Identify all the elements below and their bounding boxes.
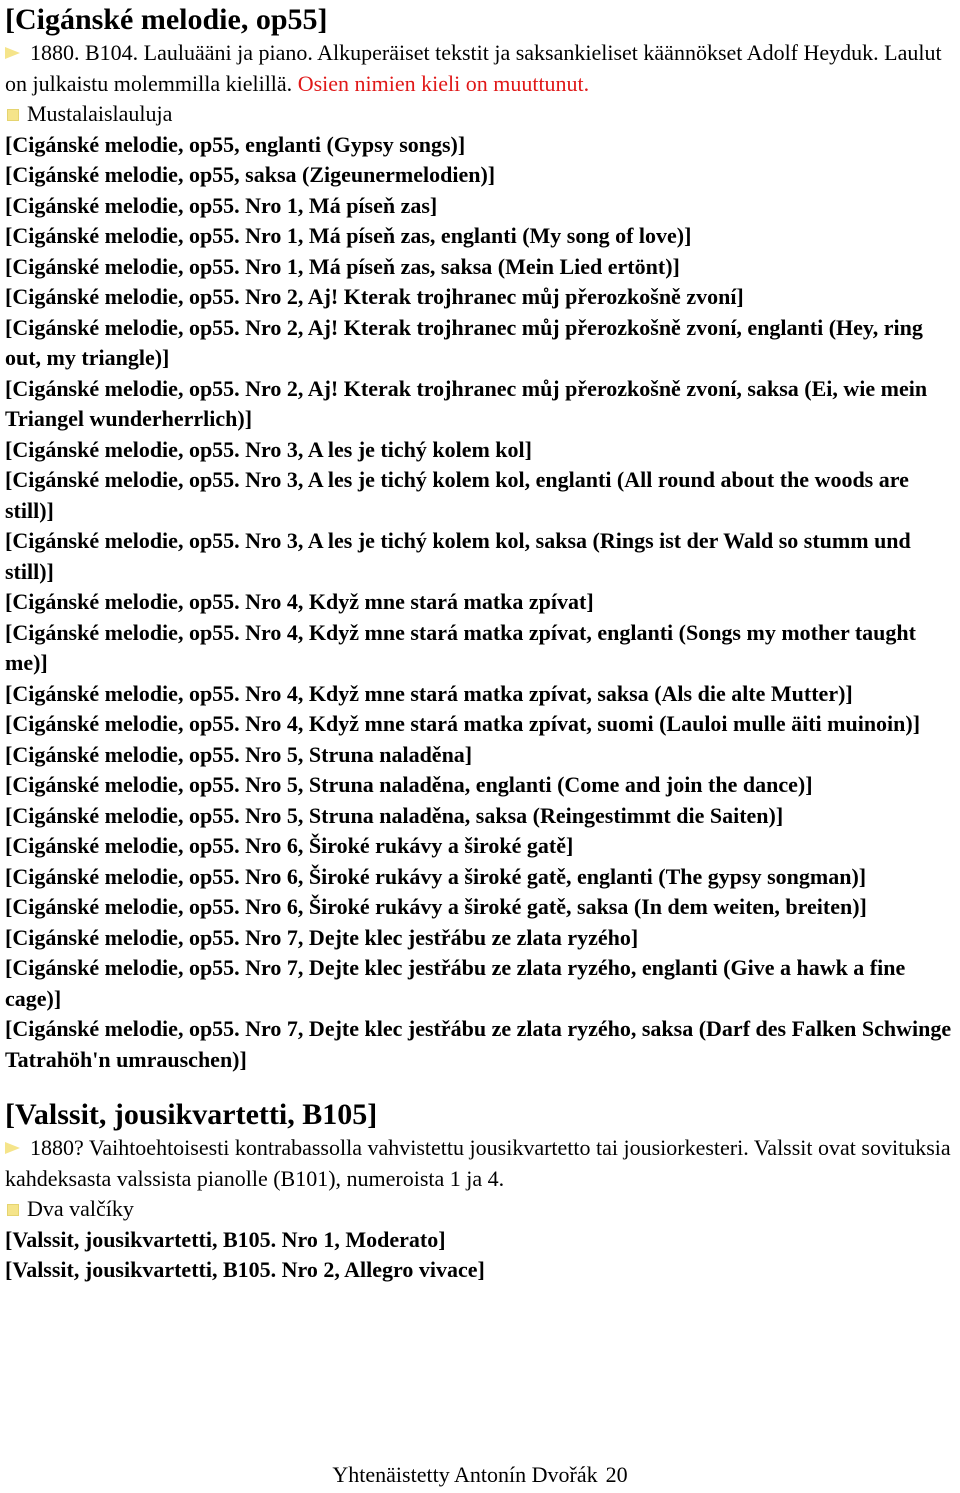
list-item: [Cigánské melodie, op55, saksa (Zigeunermelodien)] bbox=[5, 162, 496, 187]
list-item: [Cigánské melodie, op55. Nro 7, Dejte klec jestřábu ze zlata ryzého] bbox=[5, 924, 639, 950]
page-footer bbox=[0, 1460, 960, 1490]
group-label bbox=[5, 1194, 958, 1225]
list-item: [Valssit, jousikvartetti, B105. Nro 2, Allegro vivace] bbox=[5, 1257, 485, 1282]
list-item: [Cigánské melodie, op55. Nro 3, A les je tichý kolem kol, englanti (All round about the woods are still)] bbox=[5, 467, 909, 523]
group-label bbox=[5, 99, 958, 130]
list-item: [Valssit, jousikvartetti, B105. Nro 1, Moderato] bbox=[5, 1226, 446, 1252]
note-text: 1880. B104. Lauluääni ja piano. Alkuperäiset tekstit ja saksankieliset käännökset Adolf Heyduk. Laulut on julkaistu molemmilla kielillä. bbox=[5, 40, 942, 96]
section-note bbox=[5, 1133, 958, 1194]
list-item: [Cigánské melodie, op55. Nro 6, Široké rukávy a široké gatě] bbox=[5, 833, 574, 858]
item-list bbox=[5, 1225, 958, 1286]
list-item: [Cigánské melodie, op55. Nro 3, A les je tichý kolem kol, saksa (Rings ist der Wald so stumm und still)] bbox=[5, 528, 911, 584]
section-note bbox=[5, 38, 958, 99]
list-item: [Cigánské melodie, op55. Nro 5, Struna naladěna, englanti (Come and join the dance)] bbox=[5, 772, 813, 797]
list-item: [Cigánské melodie, op55. Nro 7, Dejte klec jestřábu ze zlata ryzého, saksa (Darf des Falken Schwinge Tatrahöh'n umrauschen)] bbox=[5, 1016, 952, 1072]
square-bullet-icon bbox=[7, 1204, 19, 1216]
list-item: [Cigánské melodie, op55. Nro 4, Když mne stará matka zpívat, saksa (Als die alte Mutter)] bbox=[5, 680, 853, 706]
item-list bbox=[5, 130, 958, 1076]
list-item: [Cigánské melodie, op55. Nro 2, Aj! Kterak trojhranec můj přerozkošně zvoní, englanti (Hey, ring out, my triangle)] bbox=[5, 314, 923, 370]
list-item: [Cigánské melodie, op55. Nro 4, Když mne stará matka zpívat, englanti (Songs my mother taught me)] bbox=[5, 619, 916, 675]
list-item: [Cigánské melodie, op55, englanti (Gypsy songs)] bbox=[5, 131, 466, 157]
document-page bbox=[5, 0, 958, 1286]
list-item: [Cigánské melodie, op55. Nro 6, Široké rukávy a široké gatě, saksa (In dem weiten, breiten)] bbox=[5, 894, 867, 919]
list-item: [Cigánské melodie, op55. Nro 1, Má píseň zas, saksa (Mein Lied ertönt)] bbox=[5, 253, 680, 279]
section-title-cigánské-melodie: [Cigánské melodie, op55] bbox=[5, 3, 328, 36]
list-item: [Cigánské melodie, op55. Nro 4, Když mne stará matka zpívat] bbox=[5, 589, 594, 614]
list-item: [Cigánské melodie, op55. Nro 2, Aj! Kterak trojhranec můj přerozkošně zvoní] bbox=[5, 284, 744, 309]
list-item: [Cigánské melodie, op55. Nro 3, A les je tichý kolem kol] bbox=[5, 436, 532, 462]
list-item: [Cigánské melodie, op55. Nro 1, Má píseň zas] bbox=[5, 192, 438, 218]
note-red-text: Osien nimien kieli on muuttunut. bbox=[297, 70, 590, 96]
square-bullet-icon bbox=[7, 109, 19, 121]
page-number: 20 bbox=[605, 1462, 628, 1487]
note-text: 1880? Vaihtoehtoisesti kontrabassolla vahvistettu jousikvartetto tai jousiorkesteri. Valssit ovat sovituksia kahdeksasta valssista pianolle (B101), numeroista 1 ja 4. bbox=[5, 1135, 951, 1191]
list-item: [Cigánské melodie, op55. Nro 2, Aj! Kterak trojhranec můj přerozkošně zvoní, saksa (Ei, wie mein Triangel wunderherrlich)] bbox=[5, 375, 928, 431]
note-arrow-icon bbox=[5, 47, 20, 59]
section-title-valssit: [Valssit, jousikvartetti, B105] bbox=[5, 1098, 378, 1131]
list-item: [Cigánské melodie, op55. Nro 7, Dejte klec jestřábu ze zlata ryzého, englanti (Give a hawk a fine cage)] bbox=[5, 955, 906, 1011]
footer-text: Yhtenäistetty Antonín Dvořák bbox=[332, 1462, 598, 1487]
list-item: [Cigánské melodie, op55. Nro 4, Když mne stará matka zpívat, suomi (Lauloi mulle äiti muinoin)] bbox=[5, 711, 921, 736]
list-item: [Cigánské melodie, op55. Nro 5, Struna naladěna, saksa (Reingestimmt die Saiten)] bbox=[5, 802, 784, 828]
list-item: [Cigánské melodie, op55. Nro 6, Široké rukávy a široké gatě, englanti (The gypsy songman)] bbox=[5, 863, 867, 889]
list-item: [Cigánské melodie, op55. Nro 5, Struna naladěna] bbox=[5, 741, 473, 767]
note-arrow-icon bbox=[5, 1142, 20, 1154]
group-label-text: Mustalaislauluja bbox=[27, 101, 173, 126]
group-label-text: Dva valčíky bbox=[27, 1196, 134, 1221]
list-item: [Cigánské melodie, op55. Nro 1, Má píseň zas, englanti (My song of love)] bbox=[5, 223, 692, 248]
